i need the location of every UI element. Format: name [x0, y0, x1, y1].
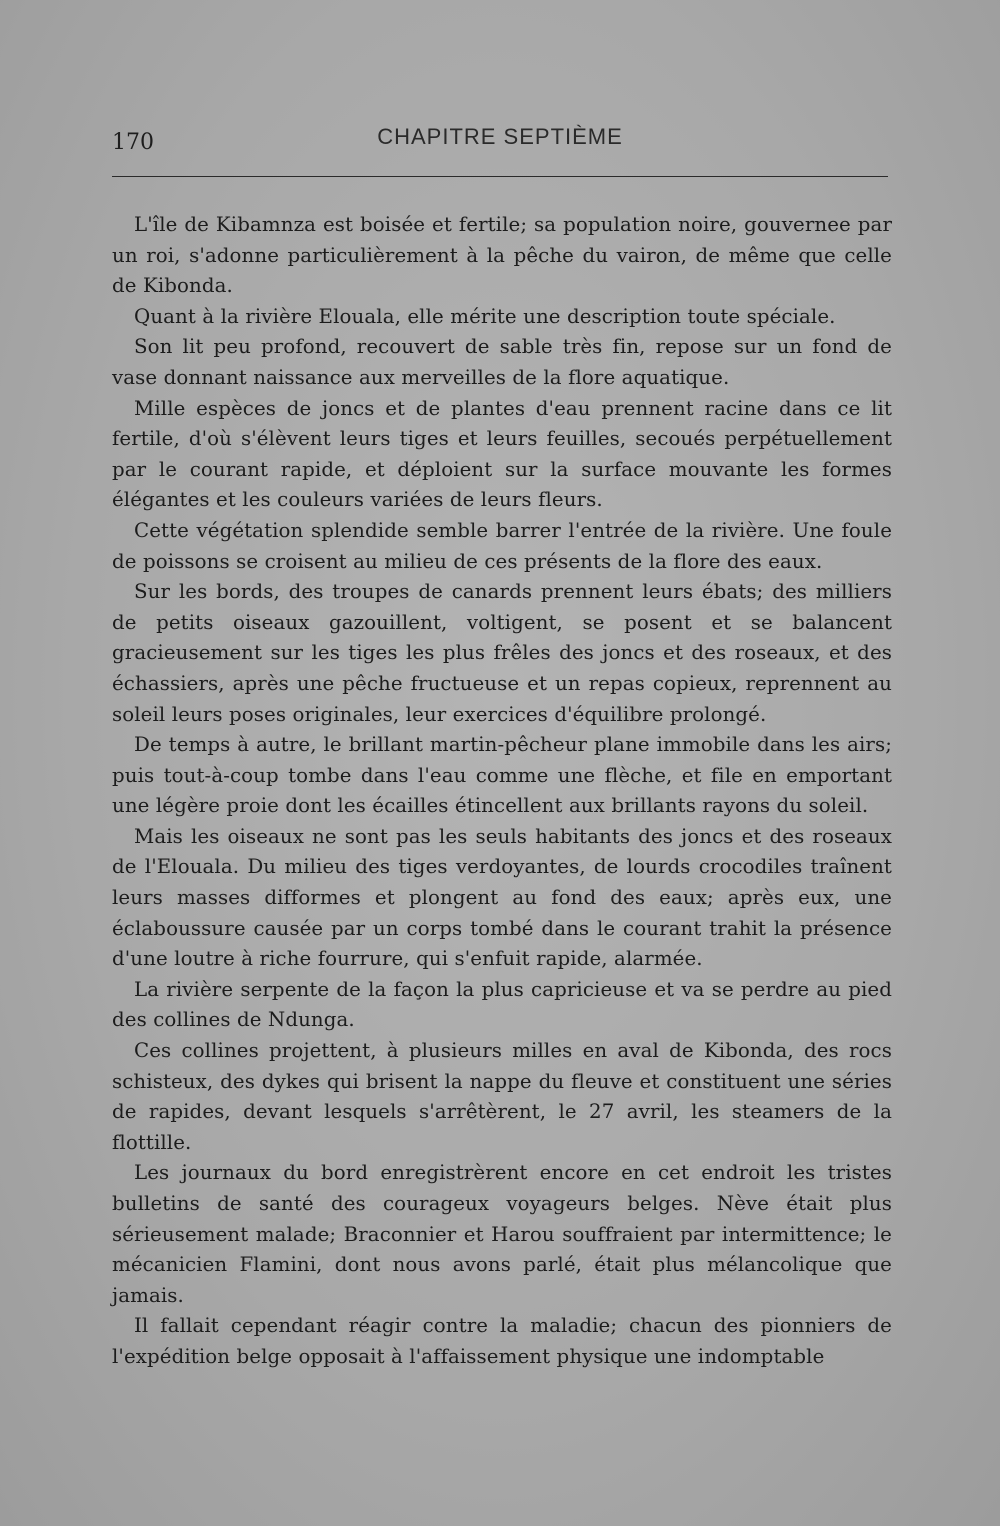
paragraph: La rivière serpente de la façon la plus capricieuse et va se perdre au pied des collines de Ndunga. — [112, 977, 892, 1032]
paragraph: Son lit peu profond, recouvert de sable très fin, repose sur un fond de vase donnant naissance aux merveilles de la flore aquatique. — [112, 335, 892, 389]
paragraph: Sur les bords, des troupes de canards prennent leurs ébats; des milliers de petits oiseaux gazouillent, voltigent, se posent et se balancent gracieusement sur les tiges les plus frêles des joncs et des roseaux, et des échassiers, après une pêche fructueuse et un repas copieux, reprennent au soleil leurs poses originales, leur exercices d'équilibre prolongé. — [112, 580, 892, 726]
paragraph: De temps à autre, le brillant martin-pêcheur plane immobile dans les airs; puis tout-à-coup tombe dans l'eau comme une flèche, et file en emportant une légère proie dont les écailles étincellent aux brillants rayons du soleil. — [112, 733, 892, 818]
chapter-title: CHAPITRE SEPTIÈME — [377, 124, 623, 149]
paragraph: Quant à la rivière Elouala, elle mérite une description toute spéciale. — [134, 304, 836, 328]
paragraph: Ces collines projettent, à plusieurs milles en aval de Kibonda, des rocs schisteux, des dykes qui brisent la nappe du fleuve et constituent une séries de rapides, devant lesquels s'arrêtèrent, le 27 avril, les steamers de la flottille. — [112, 1039, 892, 1154]
paragraph: Cette végétation splendide semble barrer l'entrée de la rivière. Une foule de poissons se croisent au milieu de ces présents de la flore des eaux. — [112, 518, 892, 573]
running-head — [112, 122, 888, 156]
paragraph: Il fallait cependant réagir contre la maladie; chacun des pionniers de l'expédition belge opposait à l'affaissement physique une indomptable — [112, 1314, 892, 1368]
paragraph: Mais les oiseaux ne sont pas les seuls habitants des joncs et des roseaux de l'Elouala. Du milieu des tiges verdoyantes, de lourds crocodiles traînent leurs masses difformes et plongent au fond des eaux; après eux, une éclaboussure causée par un corps tombé dans le courant trahit la présence d'une loutre à riche fourrure, qui s'enfuit rapide, alarmée. — [112, 824, 892, 971]
paragraph: Mille espèces de joncs et de plantes d'eau prennent racine dans ce lit fertile, d'où s'élèvent leurs tiges et leurs feuilles, secoués perpétuellement par le courant rapide, et déploient sur la surface mouvante les formes élégantes et les couleurs variées de leurs fleurs. — [112, 396, 892, 512]
text-body — [112, 210, 892, 1373]
paragraph: Les journaux du bord enregistrèrent encore en cet endroit les tristes bulletins de santé des courageux voyageurs belges. Nève était plus sérieusement malade; Braconnier et Harou souffraient par intermittence; le mécanicien Flamini, dont nous avons parlé, était plus mélancolique que jamais. — [112, 1161, 892, 1307]
page-number: 170 — [112, 130, 154, 155]
paragraph: L'île de Kibamnza est boisée et fertile; sa population noire, gouvernee par un roi, s'adonne particulièrement à la pêche du vairon, de même que celle de Kibonda. — [112, 213, 892, 298]
header-rule — [112, 176, 888, 177]
